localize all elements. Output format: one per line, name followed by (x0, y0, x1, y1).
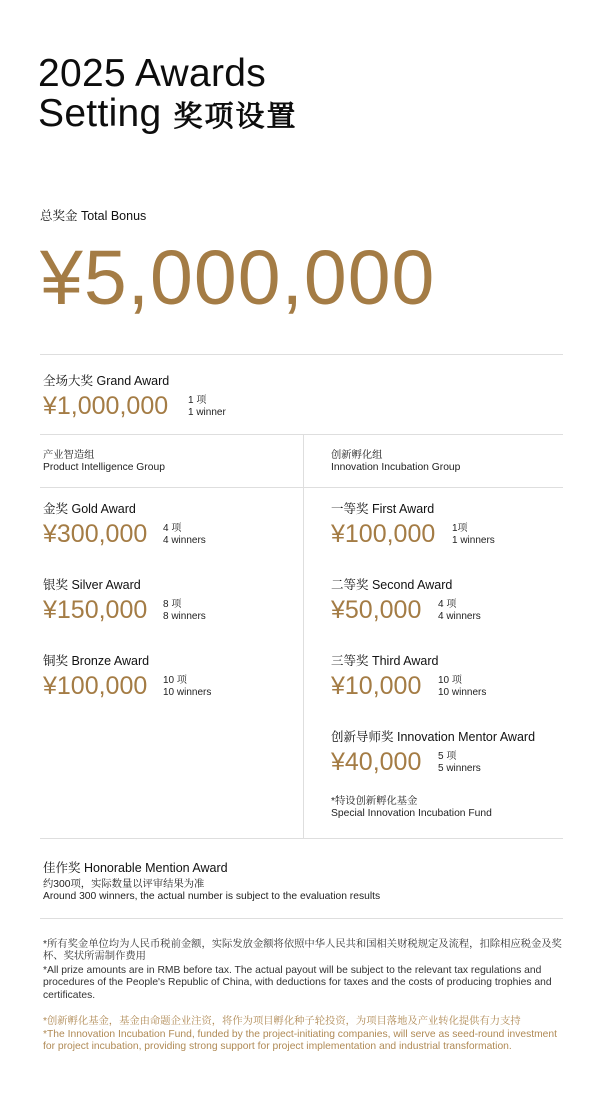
grand-award-count-cn: 1 项 (188, 395, 207, 406)
award-count-cn: 1项 (452, 523, 468, 534)
fund-note-cn: *创新孵化基金，基金由命题企业注资，将作为项目孵化种子轮投资，为项目落地及产业转化提供有力支持 (43, 1016, 521, 1027)
total-bonus-label: 总奖金 Total Bonus (40, 209, 147, 223)
award-count-cn: 8 项 (163, 599, 182, 610)
award-amount: ¥300,000 (43, 520, 148, 548)
award-amount: ¥100,000 (43, 672, 148, 700)
divider (40, 434, 563, 435)
group-right-cn: 创新孵化组 (331, 450, 383, 461)
divider (40, 487, 563, 488)
grand-award-label: 全场大奖 Grand Award (43, 374, 170, 388)
award-label: 一等奖 First Award (331, 502, 435, 516)
award-amount: ¥10,000 (331, 672, 422, 700)
honorable-cn: 约300项，实际数量以评审结果为准 (43, 879, 205, 890)
grand-award-amount: ¥1,000,000 (43, 392, 169, 420)
award-count-cn: 10 项 (163, 675, 187, 686)
award-amount: ¥150,000 (43, 596, 148, 624)
tax-note-cn: *所有奖金单位均为人民币税前金额，实际发放金额将依照中华人民共和国相关财税规定及流程，扣除相应税金及奖杯、奖状所需制作费用 (43, 939, 562, 963)
special-fund-cn: *特设创新孵化基金 (331, 796, 418, 807)
award-label: 二等奖 Second Award (331, 578, 453, 592)
award-count-en: 4 winners (163, 535, 206, 546)
column-divider (303, 434, 304, 838)
divider (40, 354, 563, 355)
award-amount: ¥40,000 (331, 748, 422, 776)
award-count-cn: 4 项 (163, 523, 182, 534)
divider (40, 918, 563, 919)
award-count-cn: 4 项 (438, 599, 457, 610)
award-label: 三等奖 Third Award (331, 654, 439, 668)
award-count-en: 1 winners (452, 535, 495, 546)
award-label: 金奖 Gold Award (43, 502, 136, 516)
title-line2: Setting (38, 92, 162, 135)
divider (40, 838, 563, 839)
total-bonus-amount: ¥5,000,000 (40, 235, 436, 321)
tax-note-en: *All prize amounts are in RMB before tax. The actual payout will be subject to the relevant tax regulations and procedures of the People's Republic of China, with deductions for taxes and the costs of producing trophies and certificates. (43, 965, 552, 1001)
award-count-en: 8 winners (163, 611, 206, 622)
award-label: 创新导师奖 Innovation Mentor Award (331, 730, 536, 744)
grand-award-count-en: 1 winner (188, 407, 226, 418)
award-label: 银奖 Silver Award (43, 578, 141, 592)
special-fund-en: Special Innovation Incubation Fund (331, 808, 492, 819)
group-right-en: Innovation Incubation Group (331, 462, 461, 473)
award-count-cn: 10 项 (438, 675, 462, 686)
fund-note-en: *The Innovation Incubation Fund, funded by the project-initiating companies, will serve as seed-round investment for project incubation, providing strong support for project implementation and industrial transformation. (43, 1029, 557, 1053)
award-count-en: 5 winners (438, 763, 481, 774)
award-amount: ¥50,000 (331, 596, 422, 624)
title-cn: 奖项设置 (173, 101, 298, 133)
title-line1: 2025 Awards (38, 52, 267, 95)
award-amount: ¥100,000 (331, 520, 436, 548)
award-label: 铜奖 Bronze Award (43, 654, 150, 668)
award-count-en: 10 winners (438, 687, 487, 698)
honorable-en: Around 300 winners, the actual number is subject to the evaluation results (43, 891, 381, 902)
group-left-en: Product Intelligence Group (43, 462, 165, 473)
honorable-label: 佳作奖 Honorable Mention Award (43, 861, 228, 875)
award-count-cn: 5 项 (438, 751, 457, 762)
group-left-cn: 产业智造组 (43, 450, 95, 461)
award-count-en: 10 winners (163, 687, 212, 698)
page-title (38, 54, 298, 137)
award-count-en: 4 winners (438, 611, 481, 622)
